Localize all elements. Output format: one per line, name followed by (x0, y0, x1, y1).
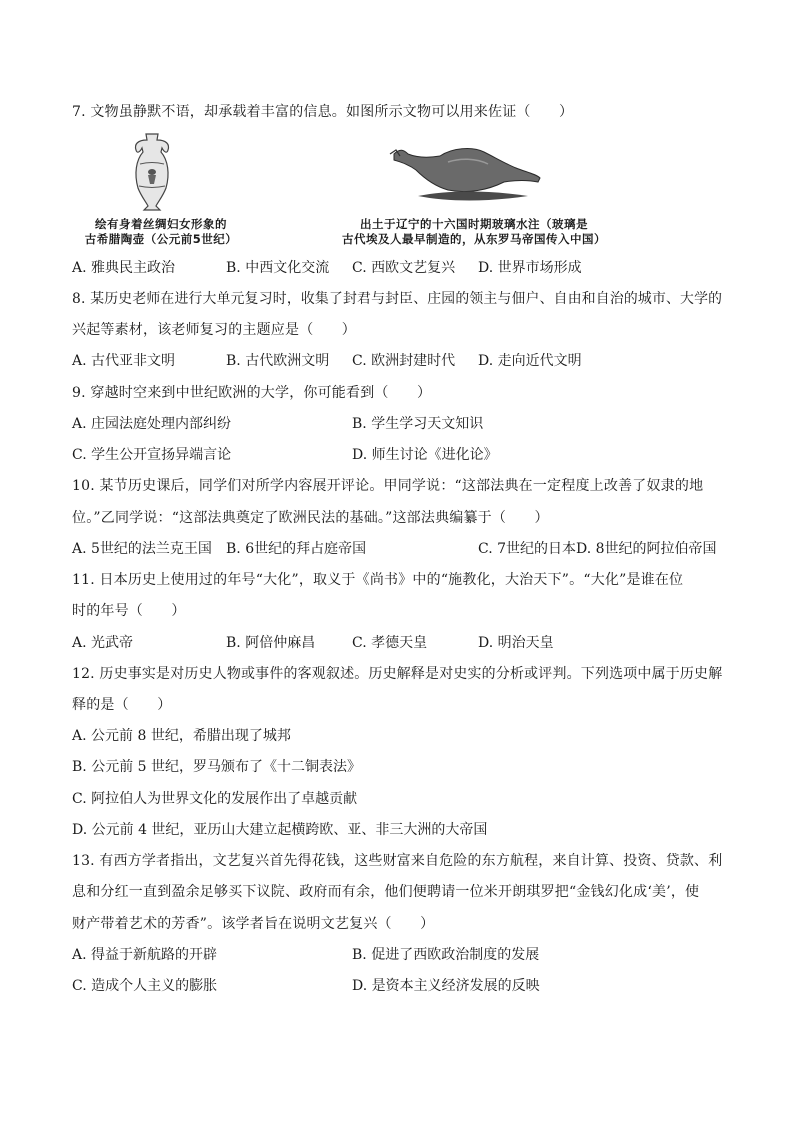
q8-option-a[interactable]: A. 古代亚非文明 (72, 353, 176, 369)
figure-left-caption-1: 绘有身着丝绸妇女形象的 (95, 217, 227, 231)
greek-vase-image (128, 132, 176, 212)
q9-option-b[interactable]: B. 学生学习天文知识 (352, 416, 484, 432)
figure-left-caption-2: 古希腊陶壶（公元前5世纪） (84, 232, 238, 246)
q11-option-a[interactable]: A. 光武帝 (72, 635, 134, 651)
q11-option-b[interactable]: B. 阿倍仲麻昌 (226, 635, 316, 651)
q10-option-c[interactable]: C. 7世纪的日本 (478, 541, 577, 557)
q13-option-d[interactable]: D. 是资本主义经济发展的反映 (352, 978, 540, 994)
q9-option-d[interactable]: D. 师生讨论《进化论》 (352, 447, 498, 463)
q10-option-b[interactable]: B. 6世纪的拜占庭帝国 (226, 541, 367, 557)
q10-option-a[interactable]: A. 5世纪的法兰克王国 (72, 541, 212, 557)
q11-stem-line-1: 11. 日本历史上使用过的年号“大化”，取义于《尚书》中的“施教化，大治天下”。“大化”是谁在位 (72, 572, 684, 588)
q9-option-c[interactable]: C. 学生公开宣扬异端言论 (72, 447, 232, 463)
q8-option-d[interactable]: D. 走向近代文明 (478, 353, 582, 369)
q7-stem: 7. 文物虽静默不语，却承载着丰富的信息。如图所示文物可以用来佐证（ ） (72, 104, 574, 120)
q13-stem-line-3: 财产带着艺术的芳香”。该学者旨在说明文艺复兴（ ） (72, 916, 435, 932)
q8-option-b[interactable]: B. 古代欧洲文明 (226, 353, 330, 369)
q9-stem: 9. 穿越时空来到中世纪欧洲的大学，你可能看到（ ） (72, 385, 432, 401)
q12-stem-line-1: 12. 历史事实是对历史人物或事件的客观叙述。历史解释是对史实的分析或评判。下列选项中属于历史解 (72, 666, 723, 682)
figure-right-caption-1: 出土于辽宁的十六国时期玻璃水注（玻璃是 (360, 217, 588, 231)
q13-option-a[interactable]: A. 得益于新航路的开辟 (72, 947, 218, 963)
q13-option-b[interactable]: B. 促进了西欧政治制度的发展 (352, 947, 540, 963)
q13-stem-line-1: 13. 有西方学者指出，文艺复兴首先得花钱，这些财富来自危险的东方航程，来自计算、投资、贷款、利 (72, 853, 723, 869)
q12-option-c[interactable]: C. 阿拉伯人为世界文化的发展作出了卓越贡献 (72, 791, 358, 807)
q11-stem-line-2: 时的年号（ ） (72, 603, 186, 619)
q13-stem-line-2: 息和分红一直到盈余足够买下议院、政府而有余，他们便聘请一位米开朗琪罗把“金钱幻化成‘美’，使 (72, 884, 700, 900)
q12-option-a[interactable]: A. 公元前 8 世纪，希腊出现了城邦 (72, 728, 291, 744)
q12-option-d[interactable]: D. 公元前 4 世纪，亚历山大建立起横跨欧、亚、非三大洲的大帝国 (72, 822, 488, 838)
q10-stem-line-2: 位。”乙同学说：“这部法典奠定了欧洲民法的基础。”这部法典编纂于（ ） (72, 510, 549, 526)
q7-option-a[interactable]: A. 雅典民主政治 (72, 260, 176, 276)
q10-option-d[interactable]: D. 8世纪的阿拉伯帝国 (576, 541, 717, 557)
figure-right-caption-2: 古代埃及人最早制造的，从东罗马帝国传入中国） (342, 232, 606, 246)
q10-stem-line-1: 10. 某节历史课后，同学们对所学内容展开评论。甲同学说：“这部法典在一定程度上改善了奴隶的地 (72, 478, 704, 494)
q12-stem-line-2: 释的是（ ） (72, 697, 172, 713)
q8-stem-line-2: 兴起等素材，该老师复习的主题应是（ ） (72, 322, 356, 338)
q13-option-c[interactable]: C. 造成个人主义的膨胀 (72, 978, 218, 994)
q7-option-b[interactable]: B. 中西文化交流 (226, 260, 330, 276)
q7-option-d[interactable]: D. 世界市场形成 (478, 260, 582, 276)
q8-stem-line-1: 8. 某历史老师在进行大单元复习时，收集了封君与封臣、庄园的领主与佃户、自由和自治的城市、大学的 (72, 291, 723, 307)
q11-option-d[interactable]: D. 明治天皇 (478, 635, 554, 651)
q11-option-c[interactable]: C. 孝德天皇 (352, 635, 428, 651)
glass-water-vessel-image (388, 140, 546, 210)
q7-option-c[interactable]: C. 西欧文艺复兴 (352, 260, 456, 276)
q9-option-a[interactable]: A. 庄园法庭处理内部纠纷 (72, 416, 232, 432)
q8-option-c[interactable]: C. 欧洲封建时代 (352, 353, 456, 369)
q12-option-b[interactable]: B. 公元前 5 世纪，罗马颁布了《十二铜表法》 (72, 759, 361, 775)
